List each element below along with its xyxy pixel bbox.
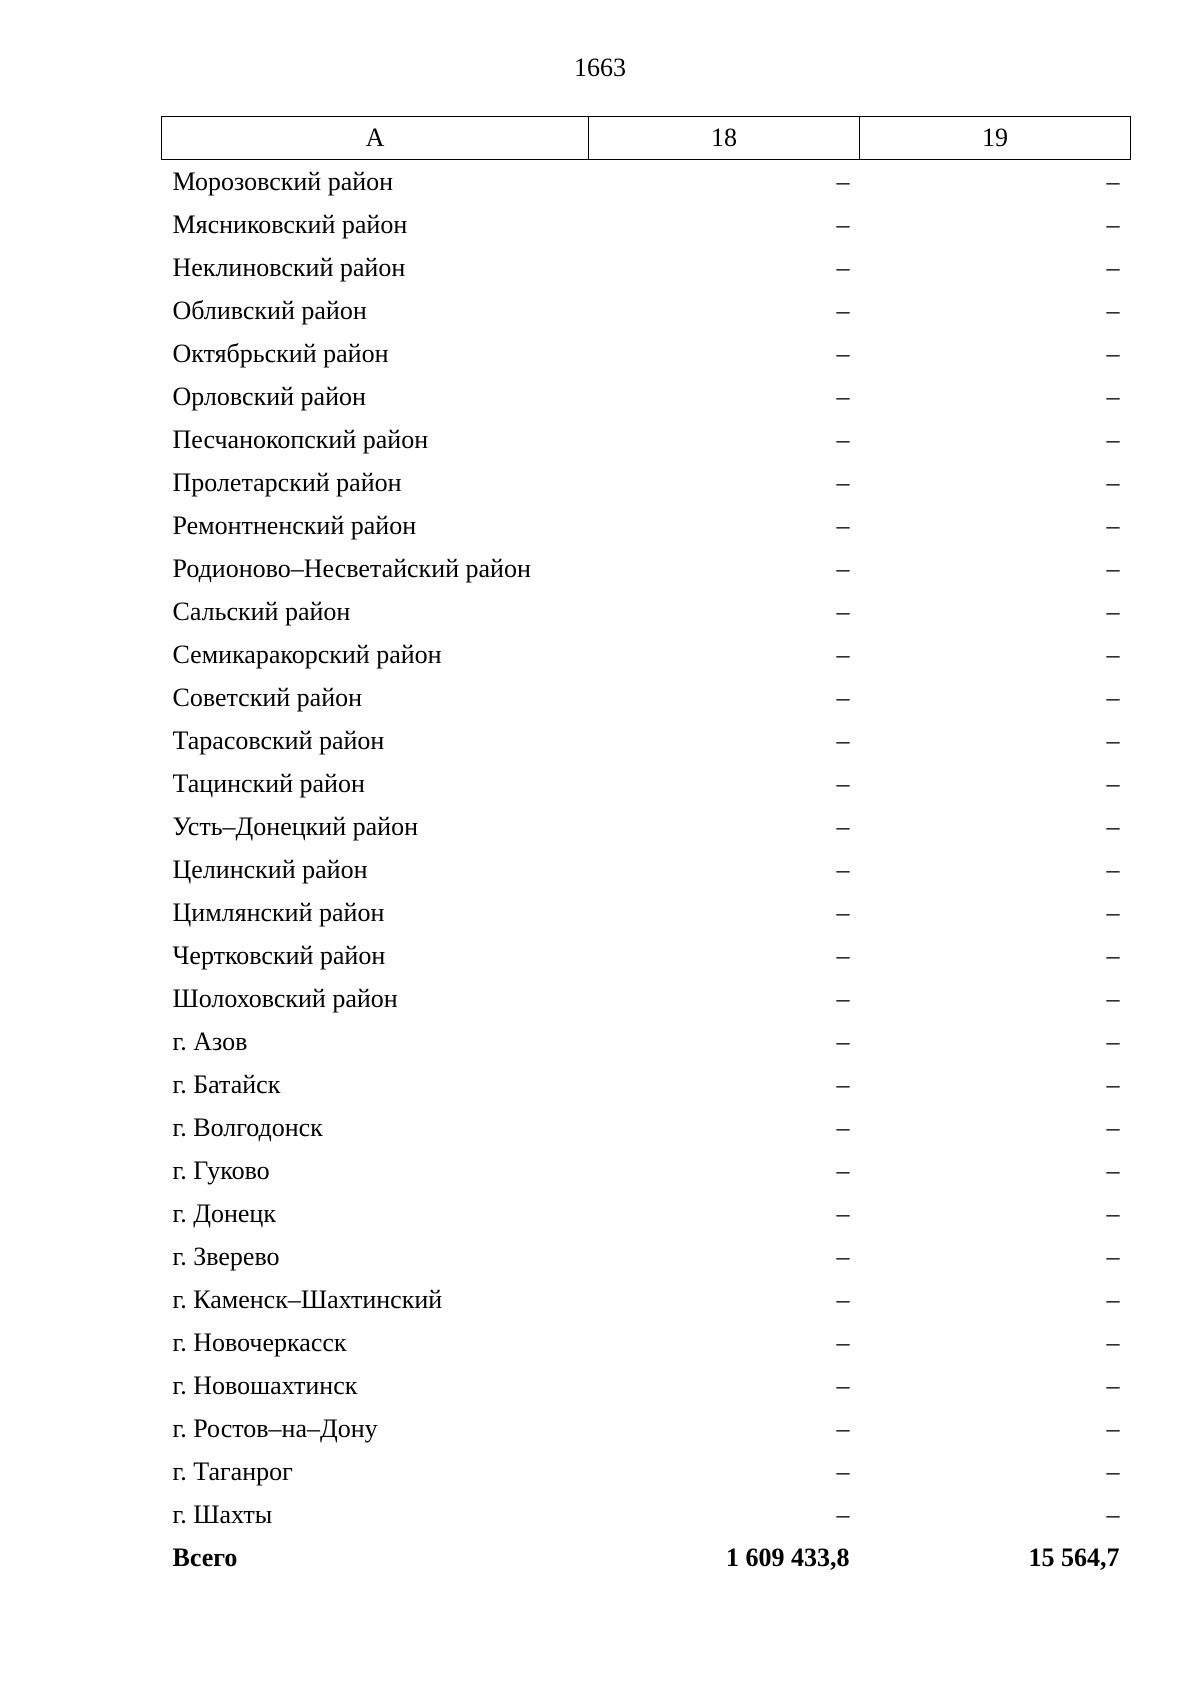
table-header xyxy=(162,117,1131,160)
table-row xyxy=(162,246,1131,289)
table-row xyxy=(162,418,1131,461)
row-value-18: – xyxy=(836,511,850,540)
row-label: Неклиновский район xyxy=(172,253,406,282)
row-value-19: – xyxy=(1106,1371,1120,1400)
row-value-18: – xyxy=(836,1414,850,1443)
row-value-18: – xyxy=(836,167,850,196)
row-value-19: – xyxy=(1106,597,1120,626)
row-value-19: – xyxy=(1106,1156,1120,1185)
table-row xyxy=(162,1493,1131,1536)
row-value-19: – xyxy=(1106,812,1120,841)
table-row xyxy=(162,762,1131,805)
row-value-18: – xyxy=(836,382,850,411)
table-row xyxy=(162,1149,1131,1192)
header-row xyxy=(162,117,1131,160)
row-label: Обливский район xyxy=(172,296,367,325)
row-value-18: – xyxy=(836,683,850,712)
table-row xyxy=(162,891,1131,934)
row-value-19: – xyxy=(1106,554,1120,583)
row-label: Шолоховский район xyxy=(172,984,398,1013)
row-label: Семикаракорский район xyxy=(172,640,442,669)
table-row xyxy=(162,1407,1131,1450)
row-value-19: – xyxy=(1106,511,1120,540)
row-value-18: – xyxy=(836,984,850,1013)
row-value-19: – xyxy=(1106,425,1120,454)
row-label: Чертковский район xyxy=(172,941,386,970)
table-row xyxy=(162,676,1131,719)
table-row xyxy=(162,1020,1131,1063)
row-value-19: – xyxy=(1106,683,1120,712)
row-value-18: – xyxy=(836,1457,850,1486)
row-value-19: – xyxy=(1106,253,1120,282)
row-label: Мясниковский район xyxy=(172,210,408,239)
row-value-19: – xyxy=(1106,468,1120,497)
total-row xyxy=(162,1536,1131,1579)
row-label: г. Батайск xyxy=(172,1070,281,1099)
row-label: г. Донецк xyxy=(172,1199,276,1228)
row-value-18: – xyxy=(836,640,850,669)
table-body xyxy=(162,160,1131,1580)
row-value-19: – xyxy=(1106,1199,1120,1228)
total-value-18: 1 609 433,8 xyxy=(726,1543,850,1572)
table-row xyxy=(162,1364,1131,1407)
row-label: Родионово–Несветайский район xyxy=(172,554,531,583)
row-label: г. Таганрог xyxy=(172,1457,293,1486)
row-value-18: – xyxy=(836,726,850,755)
table-row xyxy=(162,289,1131,332)
row-value-19: – xyxy=(1106,1285,1120,1314)
row-label: Усть–Донецкий район xyxy=(172,812,418,841)
row-value-19: – xyxy=(1106,640,1120,669)
table-row xyxy=(162,805,1131,848)
table-row xyxy=(162,461,1131,504)
row-value-18: – xyxy=(836,1070,850,1099)
row-value-18: – xyxy=(836,1242,850,1271)
row-label: Морозовский район xyxy=(172,167,394,196)
total-value-19: 15 564,7 xyxy=(1028,1543,1120,1572)
row-value-19: – xyxy=(1106,1242,1120,1271)
row-label: Тацинский район xyxy=(172,769,365,798)
table-row xyxy=(162,934,1131,977)
row-value-19: – xyxy=(1106,167,1120,196)
table-row xyxy=(162,590,1131,633)
table-row xyxy=(162,1278,1131,1321)
table-row xyxy=(162,203,1131,246)
row-value-18: – xyxy=(836,769,850,798)
row-value-18: – xyxy=(836,898,850,927)
table-row xyxy=(162,633,1131,676)
row-value-18: – xyxy=(836,468,850,497)
data-table-container xyxy=(161,116,1130,1579)
row-value-19: – xyxy=(1106,382,1120,411)
row-value-19: – xyxy=(1106,1414,1120,1443)
row-value-19: – xyxy=(1106,855,1120,884)
row-label: г. Ростов–на–Дону xyxy=(172,1414,378,1443)
table-row xyxy=(162,1192,1131,1235)
row-label: Советский район xyxy=(172,683,363,712)
row-value-19: – xyxy=(1106,984,1120,1013)
row-label: Ремонтненский район xyxy=(172,511,417,540)
table-row xyxy=(162,1106,1131,1149)
total-label: Всего xyxy=(172,1543,238,1572)
row-label: г. Шахты xyxy=(172,1500,273,1529)
row-label: Пролетарский район xyxy=(172,468,402,497)
row-value-18: – xyxy=(836,1500,850,1529)
row-value-19: – xyxy=(1106,1457,1120,1486)
table-row xyxy=(162,977,1131,1020)
row-label: Сальский район xyxy=(172,597,351,626)
row-label: г. Новошахтинск xyxy=(172,1371,358,1400)
table-row xyxy=(162,332,1131,375)
row-value-19: – xyxy=(1106,1328,1120,1357)
row-value-19: – xyxy=(1106,210,1120,239)
row-label: Цимлянский район xyxy=(172,898,385,927)
row-label: г. Новочеркасск xyxy=(172,1328,347,1357)
row-value-18: – xyxy=(836,1027,850,1056)
row-value-18: – xyxy=(836,1371,850,1400)
row-value-18: – xyxy=(836,554,850,583)
row-label: Тарасовский район xyxy=(172,726,385,755)
row-value-18: – xyxy=(836,1156,850,1185)
row-value-18: – xyxy=(836,210,850,239)
page-number: 1663 xyxy=(574,53,626,82)
row-value-18: – xyxy=(836,812,850,841)
table-row xyxy=(162,1321,1131,1364)
row-label: г. Волгодонск xyxy=(172,1113,323,1142)
row-value-18: – xyxy=(836,941,850,970)
table-row xyxy=(162,1063,1131,1106)
row-value-19: – xyxy=(1106,296,1120,325)
row-value-18: – xyxy=(836,855,850,884)
row-label: г. Зверево xyxy=(172,1242,280,1271)
table-row xyxy=(162,547,1131,590)
row-value-19: – xyxy=(1106,769,1120,798)
table-row xyxy=(162,719,1131,762)
row-label: Орловский район xyxy=(172,382,366,411)
table-row xyxy=(162,848,1131,891)
row-value-18: – xyxy=(836,1285,850,1314)
row-label: г. Гуково xyxy=(172,1156,270,1185)
table-row xyxy=(162,1235,1131,1278)
row-label: Октябрьский район xyxy=(172,339,389,368)
row-value-18: – xyxy=(836,296,850,325)
row-value-19: – xyxy=(1106,1027,1120,1056)
row-value-18: – xyxy=(836,1113,850,1142)
row-value-19: – xyxy=(1106,1500,1120,1529)
table-row xyxy=(162,504,1131,547)
header-cell-18: 18 xyxy=(589,117,860,160)
row-label: Песчанокопский район xyxy=(172,425,429,454)
row-value-19: – xyxy=(1106,1113,1120,1142)
table-row xyxy=(162,160,1131,204)
row-value-19: – xyxy=(1106,941,1120,970)
table-row xyxy=(162,375,1131,418)
row-value-18: – xyxy=(836,425,850,454)
data-table xyxy=(161,116,1131,1579)
row-value-19: – xyxy=(1106,726,1120,755)
row-value-19: – xyxy=(1106,1070,1120,1099)
header-cell-a: А xyxy=(162,117,589,160)
row-label: Целинский район xyxy=(172,855,368,884)
row-value-19: – xyxy=(1106,339,1120,368)
row-value-19: – xyxy=(1106,898,1120,927)
header-cell-19: 19 xyxy=(860,117,1131,160)
row-value-18: – xyxy=(836,253,850,282)
table-row xyxy=(162,1450,1131,1493)
row-value-18: – xyxy=(836,1199,850,1228)
row-label: г. Азов xyxy=(172,1027,248,1056)
row-value-18: – xyxy=(836,597,850,626)
row-value-18: – xyxy=(836,339,850,368)
row-label: г. Каменск–Шахтинский xyxy=(172,1285,443,1314)
row-value-18: – xyxy=(836,1328,850,1357)
